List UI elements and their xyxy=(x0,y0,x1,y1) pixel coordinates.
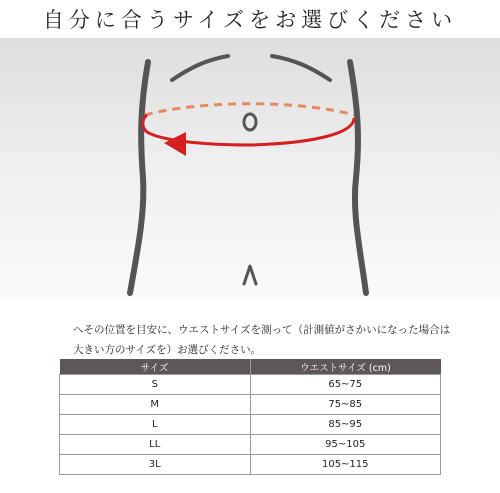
size-cell: S xyxy=(60,375,251,395)
header-size: サイズ xyxy=(60,359,251,375)
measurement-caption: へその位置を目安に、ウエストサイズを測って（計測値がさかいになった場合は大きい方のサイズを）お選びください。 xyxy=(73,324,451,356)
table-row xyxy=(60,375,441,395)
torso-diagram xyxy=(0,38,500,300)
torso-left-outline xyxy=(130,62,148,293)
table-header-row xyxy=(60,359,441,375)
table-row xyxy=(60,435,441,455)
waist-cell: 105~115 xyxy=(250,455,441,475)
size-cell: L xyxy=(60,415,251,435)
waist-cell: 95~105 xyxy=(250,435,441,455)
waist-measurement-illustration xyxy=(0,38,500,300)
size-cell: LL xyxy=(60,435,251,455)
table-row xyxy=(60,455,441,475)
waist-cell: 85~95 xyxy=(250,415,441,435)
waist-cell: 65~75 xyxy=(250,375,441,395)
navel-icon xyxy=(244,114,256,130)
table-row xyxy=(60,395,441,415)
table-row xyxy=(60,415,441,435)
size-cell: M xyxy=(60,395,251,415)
size-cell: 3L xyxy=(60,455,251,475)
rib-left-line xyxy=(172,56,228,80)
waist-cell: 75~85 xyxy=(250,395,441,415)
torso-right-outline xyxy=(350,62,366,293)
size-table xyxy=(59,359,441,475)
header-waist-size: ウエストサイズ (cm) xyxy=(250,359,441,375)
measure-arrow-icon xyxy=(164,132,186,156)
rib-right-line xyxy=(272,56,330,80)
page-title: 自分に合うサイズをお選びください xyxy=(42,8,458,32)
groin-v-mark xyxy=(244,266,256,284)
